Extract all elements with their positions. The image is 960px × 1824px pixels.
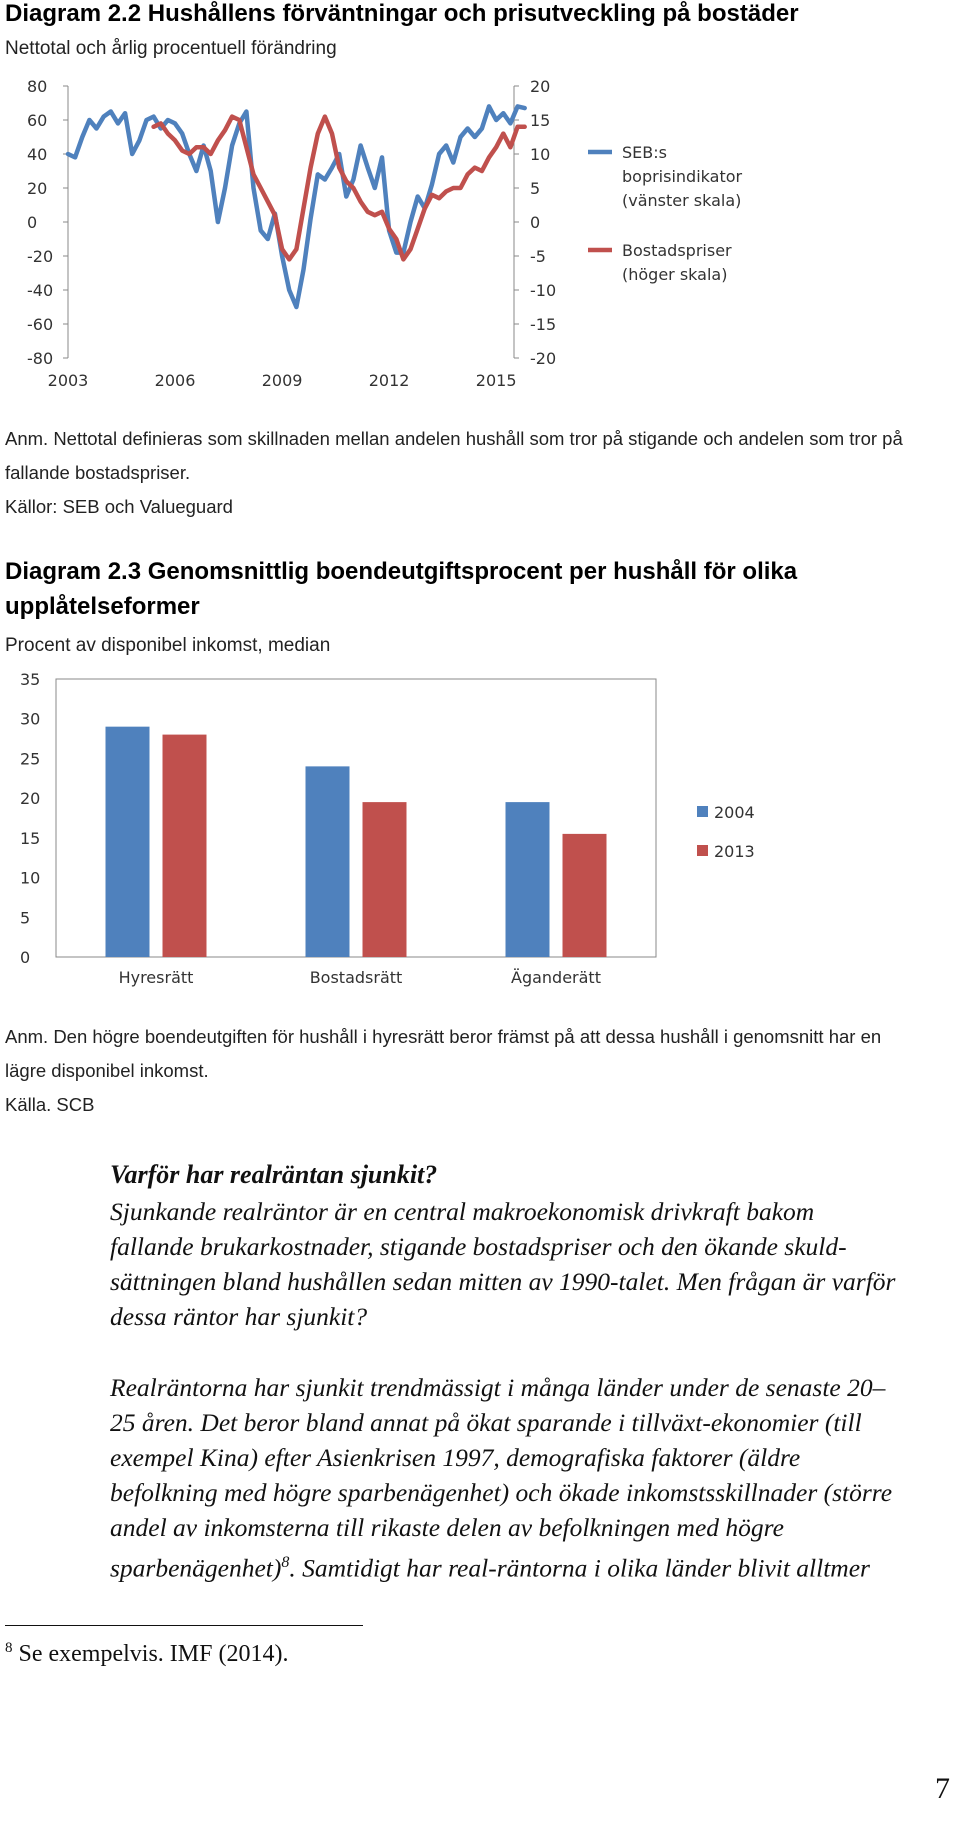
essay-paragraph-2 bbox=[110, 1370, 955, 1586]
y-tick-label: 15 bbox=[20, 828, 41, 848]
y-left-tick-label: -80 bbox=[27, 349, 54, 368]
essay-line: sättningen bland hushållen sedan mitten av 1990-talet. Men frågan är varför bbox=[110, 1267, 896, 1296]
y-left-tick-label: 40 bbox=[27, 145, 48, 164]
x-category-label: Äganderätt bbox=[511, 968, 601, 987]
y-right-tick-label: -20 bbox=[530, 349, 557, 368]
footnote-number: 8 bbox=[5, 1640, 13, 1656]
y-right-tick-label: 5 bbox=[530, 179, 541, 198]
y-right-tick-label: 15 bbox=[530, 111, 551, 130]
diagram-2-3-source: Källa. SCB bbox=[5, 1094, 95, 1115]
diagram-2-3-note-line2: lägre disponibel inkomst. bbox=[5, 1060, 209, 1081]
legend-label: 2004 bbox=[714, 803, 755, 822]
diagram-2-3-title-line1: Diagram 2.3 Genomsnittlig boendeutgiftsprocent per hushåll för olika bbox=[5, 558, 798, 585]
bar-2004 bbox=[106, 727, 150, 957]
bar-2013 bbox=[363, 802, 407, 957]
y-left-tick-label: -60 bbox=[27, 315, 54, 334]
footnote-ref[interactable]: 8 bbox=[281, 1554, 290, 1571]
diagram-2-3-subtitle: Procent av disponibel inkomst, median bbox=[5, 635, 331, 656]
y-left-tick-label: -40 bbox=[27, 281, 54, 300]
legend-label: 2013 bbox=[714, 842, 755, 861]
x-tick-label: 2006 bbox=[154, 371, 196, 390]
y-left-tick-label: 20 bbox=[27, 179, 48, 198]
essay-line: dessa räntor har sjunkit? bbox=[110, 1302, 368, 1331]
house-price-series-line bbox=[154, 117, 525, 260]
y-left-tick-label: 60 bbox=[27, 111, 48, 130]
essay-line-last bbox=[110, 1545, 955, 1586]
seb-indicator-series-line bbox=[68, 106, 525, 307]
x-category-label: Hyresrätt bbox=[118, 968, 194, 987]
y-left-tick-label: 80 bbox=[27, 77, 48, 96]
y-left-tick-label: -20 bbox=[27, 247, 54, 266]
y-tick-label: 20 bbox=[20, 789, 41, 809]
legend-label: Bostadspriser bbox=[622, 241, 732, 260]
y-right-tick-label: 20 bbox=[530, 77, 551, 96]
essay-title: Varför har realräntan sjunkit? bbox=[110, 1160, 438, 1189]
bar-2013 bbox=[563, 834, 607, 957]
diagram-2-2-title: Diagram 2.2 Hushållens förväntningar och prisutveckling på bostäder bbox=[5, 0, 799, 27]
footnote-divider bbox=[5, 1625, 363, 1626]
bar-chart bbox=[0, 665, 960, 1005]
essay-line: Sjunkande realräntor är en central makroekonomisk drivkraft bakom bbox=[110, 1197, 815, 1226]
x-tick-label: 2015 bbox=[475, 371, 517, 390]
legend-label: SEB:s bbox=[622, 143, 667, 162]
diagram-2-2-source: Källor: SEB och Valueguard bbox=[5, 496, 233, 517]
legend-label: boprisindikator bbox=[622, 167, 743, 186]
diagram-2-3-note-line1: Anm. Den högre boendeutgiften för hushåll i hyresrätt beror främst på att dessa hushåll i genomsnitt har en bbox=[5, 1026, 882, 1047]
x-tick-label: 2012 bbox=[368, 371, 410, 390]
footnote-text: Se exempelvis. IMF (2014). bbox=[12, 1641, 289, 1667]
footnote bbox=[5, 1640, 288, 1668]
y-tick-label: 30 bbox=[20, 709, 41, 729]
page-number: 7 bbox=[935, 1772, 950, 1805]
x-tick-label: 2003 bbox=[47, 371, 89, 390]
essay-line: 25 åren. Det beror bland annat på ökat sparande i tillväxt-ekonomier (till bbox=[110, 1408, 862, 1437]
essay-line: fallande brukarkostnader, stigande bostadspriser och den ökande skuld- bbox=[110, 1232, 847, 1261]
y-right-tick-label: -10 bbox=[530, 281, 557, 300]
y-right-tick-label: -15 bbox=[530, 315, 557, 334]
y-right-tick-label: 0 bbox=[530, 213, 541, 232]
essay-line: exempel Kina) efter Asienkrisen 1997, demografiska faktorer (äldre bbox=[110, 1443, 801, 1472]
x-category-label: Bostadsrätt bbox=[309, 968, 403, 987]
legend-label: (höger skala) bbox=[622, 265, 728, 284]
y-right-tick-label: 10 bbox=[530, 145, 551, 164]
y-tick-label: 25 bbox=[20, 749, 41, 769]
line-chart bbox=[0, 60, 960, 400]
essay-text: sparbenägenhet) bbox=[110, 1553, 282, 1583]
diagram-2-2-note: Anm. Nettotal definieras som skillnaden mellan andelen hushåll som tror på stigande och andelen som tror på fallande bostadspriser. bbox=[5, 428, 903, 483]
bar-2013 bbox=[163, 735, 207, 957]
diagram-2-2-subtitle: Nettotal och årlig procentuell förändring bbox=[5, 38, 337, 59]
y-left-tick-label: 0 bbox=[27, 213, 38, 232]
essay-paragraph-1 bbox=[110, 1194, 955, 1334]
diagram-2-3-title-line2: upplåtelseformer bbox=[5, 593, 200, 620]
bar-2004 bbox=[506, 802, 550, 957]
legend-swatch bbox=[697, 806, 708, 817]
y-tick-label: 35 bbox=[20, 670, 41, 689]
essay-line: befolkning med högre sparbenägenhet) och ökade inkomstsskillnader (större bbox=[110, 1478, 893, 1507]
essay-text: . Samtidigt har real-räntorna i olika länder blivit alltmer bbox=[289, 1553, 870, 1583]
legend-label: (vänster skala) bbox=[622, 191, 742, 210]
essay-line: Realräntorna har sjunkit trendmässigt i många länder under de senaste 20– bbox=[110, 1373, 886, 1402]
essay-line: andel av inkomsterna till rikaste delen av befolkningen med högre bbox=[110, 1513, 784, 1542]
legend-swatch bbox=[697, 845, 708, 856]
y-right-tick-label: -5 bbox=[530, 247, 546, 266]
y-tick-label: 10 bbox=[20, 868, 41, 888]
y-tick-label: 5 bbox=[20, 908, 31, 928]
bar-2004 bbox=[306, 766, 350, 957]
y-tick-label: 0 bbox=[20, 948, 31, 967]
x-tick-label: 2009 bbox=[261, 371, 303, 390]
